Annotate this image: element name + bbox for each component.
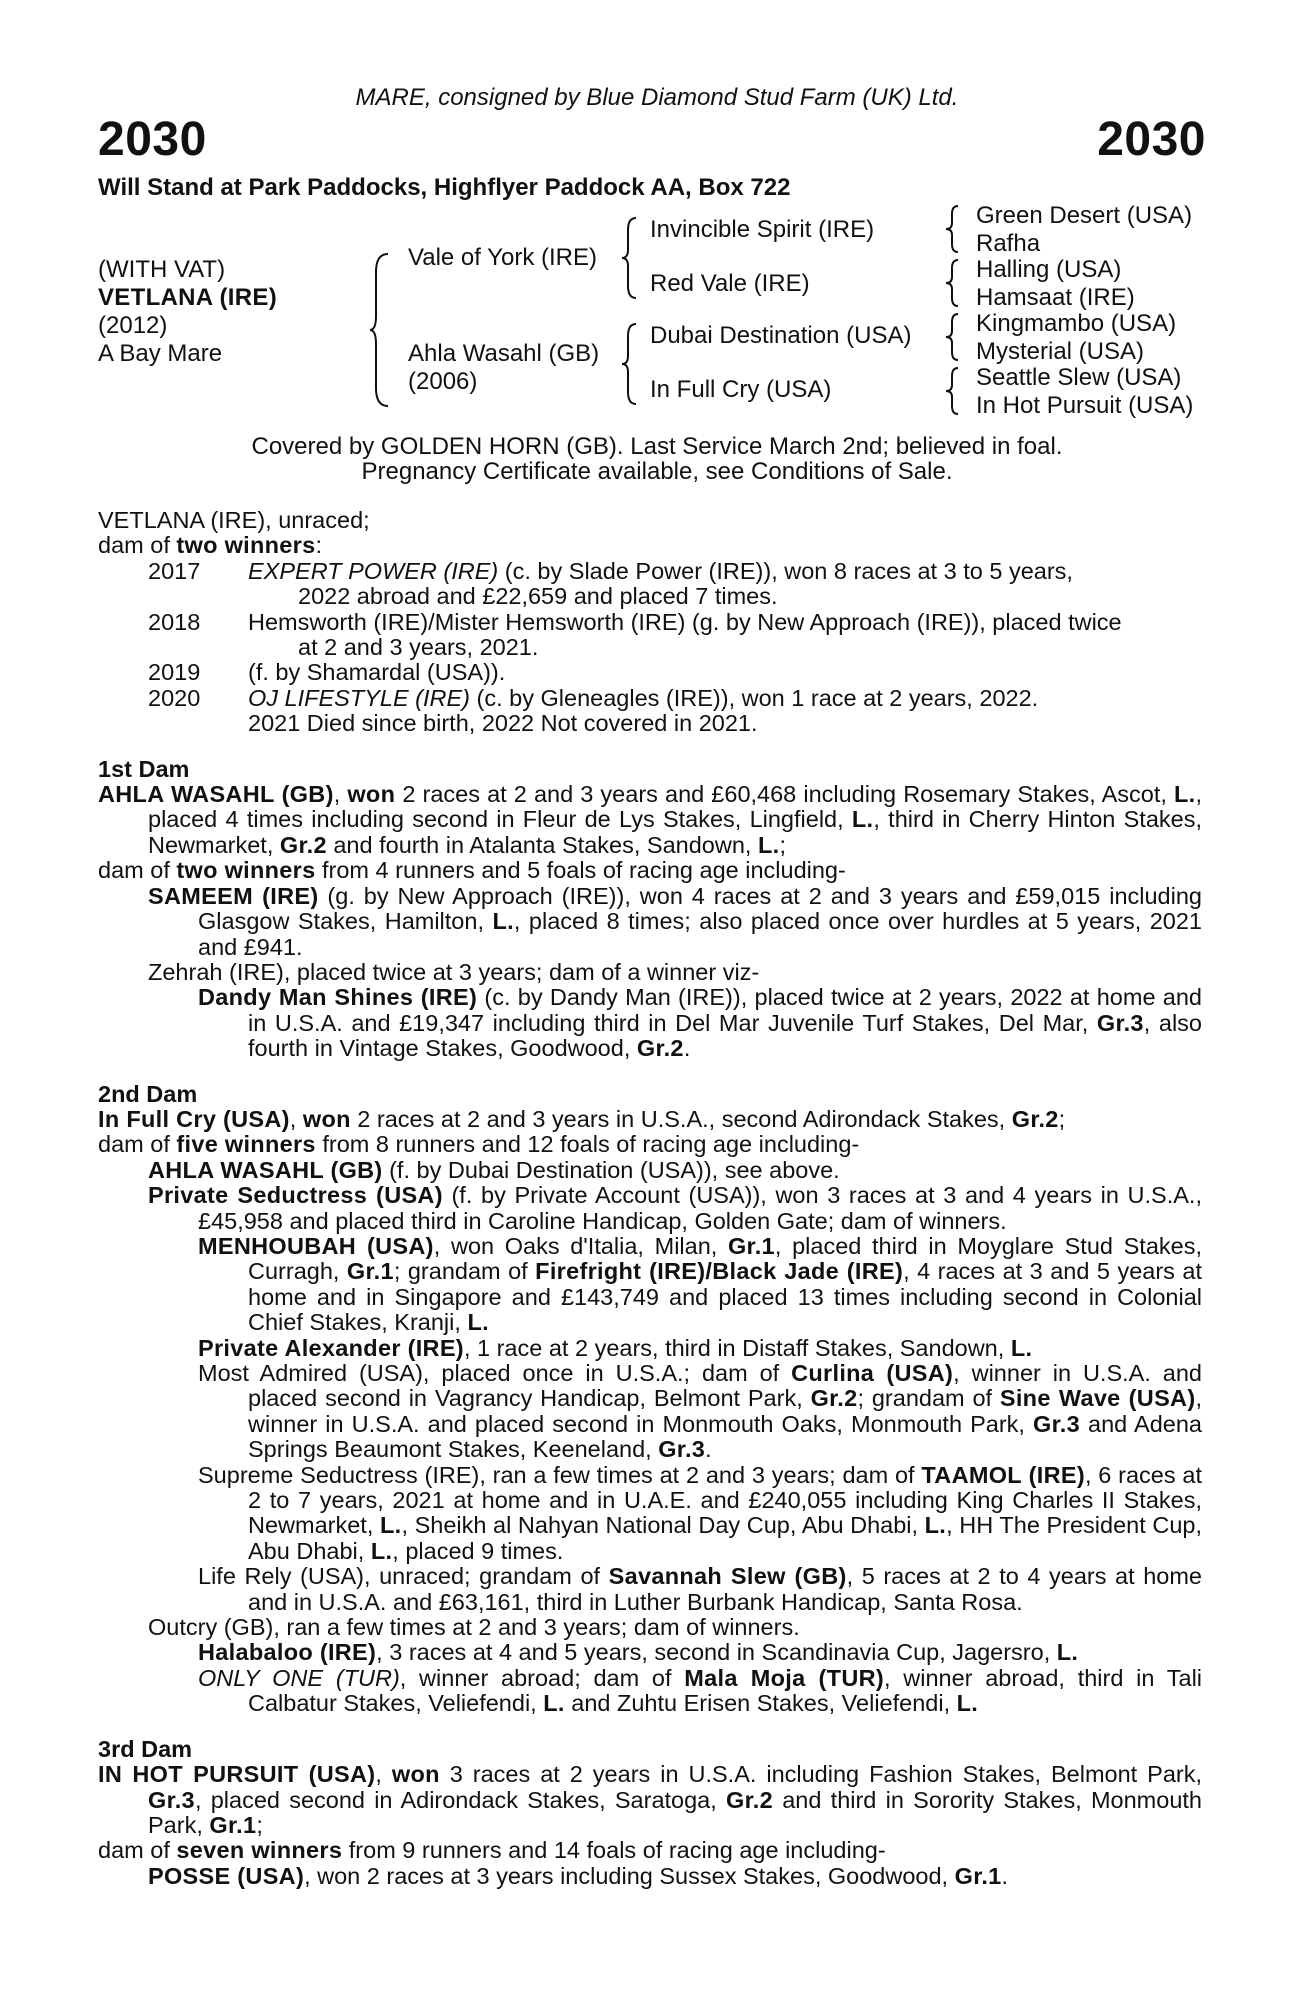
second-dam-grandfoal-most-admired: Most Admired (USA), placed once in U.S.A.; dam of Curlina (USA), winner in U.S.A. and placed second in Vagrancy Handicap, Belmont Park, Gr.2; grandam of Sine Wave (USA), winner in U.S.A. and placed second in Monmouth Oaks, Monmouth Park, Gr.3 and Adena Springs Beaumont Stakes, Keeneland, Gr.3. (198, 1360, 1202, 1463)
second-dam-heading: 2nd Dam (98, 1080, 198, 1107)
second-dam-foal-ahla: AHLA WASAHL (GB) (f. by Dubai Destination (USA)), see above. (148, 1156, 840, 1183)
first-dam-produce-summary: dam of two winners from 4 runners and 5 foals of racing age including- (98, 857, 846, 884)
second-dam-grandfoal-only-one: ONLY ONE (TUR), winner abroad; dam of Mala Moja (TUR), winner abroad, third in Tali Calbatur Stakes, Veliefendi, L. and Zuhtu Erisen Stakes, Veliefendi, L. (198, 1664, 1203, 1717)
first-dam-foal-zehrah: Zehrah (IRE), placed twice at 3 years; dam of a winner viz- (148, 958, 760, 985)
sire-sire: Invincible Spirit (IRE) (650, 216, 875, 243)
subject-vat: (WITH VAT) (98, 256, 226, 283)
third-dam-heading: 3rd Dam (98, 1735, 193, 1762)
third-dam-produce-summary: dam of seven winners from 9 runners and 14 foals of racing age including- (98, 1837, 886, 1864)
gen3-3: Halling (USA) (976, 256, 1122, 283)
covered-line-1: Covered by GOLDEN HORN (GB). Last Service March 2nd; believed in foal. (251, 433, 1063, 460)
gen3-2: Rafha (976, 230, 1041, 257)
produce-record: 2017 EXPERT POWER (IRE) (c. by Slade Power (IRE)), won 8 races at 3 to 5 years, 2022 abroad and £22,659 and placed 7 times. (148, 557, 1073, 610)
third-dam-record: IN HOT PURSUIT (USA), won 3 races at 2 years in U.S.A. including Fashion Stakes, Belmont Park, Gr.3, placed second in Adirondack Stakes, Saratoga, Gr.2 and third in Sorority Stakes, Monmouth Park, Gr.1; (98, 1761, 1202, 1838)
first-dam-record: AHLA WASAHL (GB), won 2 races at 2 and 3 years and £60,468 including Rosemary Stakes, Ascot, L., placed 4 times including second in Fleur de Lys Stakes, Lingfield, L., third in Cherry Hinton Stakes, Newmarket, Gr.2 and fourth in Atalanta Stakes, Sandown, L.; (98, 781, 1203, 858)
gen3-6: Mysterial (USA) (976, 338, 1145, 365)
produce-intro: VETLANA (IRE), unraced; (98, 507, 370, 533)
pedigree-brace-g3-2 (944, 258, 962, 308)
subject-description: A Bay Mare (98, 340, 223, 367)
dam-sire: Dubai Destination (USA) (650, 322, 912, 349)
subject-name: VETLANA (IRE) (98, 284, 278, 311)
first-dam-section (98, 757, 1202, 1062)
third-dam-section (98, 1737, 1202, 1889)
first-dam-heading: 1st Dam (98, 755, 190, 782)
second-dam-foal-private-seductress: Private Seductress (USA) (f. by Private Account (USA)), won 3 races at 3 and 4 years in U.S.A., £45,958 and placed third in Caroline Handicap, Golden Gate; dam of winners. (148, 1182, 1202, 1234)
second-dam-section (98, 1082, 1202, 1717)
gen3-8: In Hot Pursuit (USA) (976, 392, 1194, 419)
second-dam-foal-outcry: Outcry (GB), ran a few times at 2 and 3 years; dam of winners. (148, 1614, 800, 1641)
pedigree-brace-g3-1 (944, 204, 962, 254)
second-dam-grandfoal-menhoubah: MENHOUBAH (USA), won Oaks d'Italia, Milan, Gr.1, placed third in Moyglare Stud Stakes, Curragh, Gr.1; grandam of Firefright (IRE)/Black Jade (IRE), 4 races at 3 and 5 years at home and in Singapore and £143,749 and placed 13 times including second in Colonial Chief Stakes, Kranji, L. (198, 1232, 1202, 1336)
pedigree-brace-main (368, 252, 392, 408)
covered-line-2: Pregnancy Certificate available, see Conditions of Sale. (361, 458, 953, 485)
gen3-5: Kingmambo (USA) (976, 310, 1177, 337)
covered-note (0, 434, 1314, 484)
pedigree-brace-g3-3 (944, 312, 962, 362)
second-dam-grandfoal-halabaloo: Halabaloo (IRE), 3 races at 4 and 5 years, second in Scandinavia Cup, Jagersro, L. (198, 1639, 1079, 1666)
gen3-4: Hamsaat (IRE) (976, 284, 1135, 311)
lot-number-left: 2030 (98, 113, 207, 166)
first-dam-grandfoal-dandy: Dandy Man Shines (IRE) (c. by Dandy Man (IRE)), placed twice at 2 years, 2022 at home and in U.S.A. and £19,347 including third in Del Mar Juvenile Turf Stakes, Del Mar, Gr.3, also fourth in Vintage Stakes, Goodwood, Gr.2. (198, 984, 1203, 1062)
dam-name: Ahla Wasahl (GB) (408, 340, 600, 367)
catalogue-body (98, 508, 1202, 1889)
first-dam-foal-sameem: SAMEEM (IRE) (g. by New Approach (IRE)), won 4 races at 2 and 3 years and £59,015 including Glasgow Stakes, Hamilton, L., placed 8 times; also placed once over hurdles at 5 years, 2021 and £941. (148, 882, 1202, 960)
stand-location: Will Stand at Park Paddocks, Highflyer Paddock AA, Box 722 (98, 174, 791, 201)
third-dam-foal-posse: POSSE (USA), won 2 races at 3 years including Sussex Stakes, Goodwood, Gr.1. (148, 1862, 1009, 1889)
second-dam-record: In Full Cry (USA), won 2 races at 2 and 3 years in U.S.A., second Adirondack Stakes, Gr.2; (98, 1105, 1066, 1132)
pedigree-brace-g3-4 (944, 366, 962, 416)
second-dam-produce-summary: dam of five winners from 8 runners and 12 foals of racing age including- (98, 1131, 860, 1158)
pedigree-brace-sire (620, 216, 640, 300)
gen3-1: Green Desert (USA) (976, 202, 1193, 229)
dam-dam: In Full Cry (USA) (650, 376, 832, 403)
lot-number-right: 2030 (1097, 113, 1206, 166)
produce-section (98, 508, 1202, 737)
produce-record: 2019 (f. by Shamardal (USA)). (148, 659, 506, 686)
subject-year: (2012) (98, 312, 168, 339)
produce-footnote: 2021 Died since birth, 2022 Not covered in 2021. (248, 710, 758, 737)
consignment-line: MARE, consigned by Blue Diamond Stud Farm (UK) Ltd. (355, 84, 959, 111)
sire-name: Vale of York (IRE) (408, 244, 597, 271)
produce-record: 2018 Hemsworth (IRE)/Mister Hemsworth (IRE) (g. by New Approach (IRE)), placed twice at 2 and 3 years, 2021. (148, 608, 1122, 661)
produce-record: 2020 OJ LIFESTYLE (IRE) (c. by Gleneagles (IRE)), won 1 race at 2 years, 2022. 2021 Died since birth, 2022 Not covered in 2021. (98, 686, 1202, 737)
produce-dam-of: dam of two winners: (98, 532, 322, 559)
sire-dam: Red Vale (IRE) (650, 270, 810, 297)
dam-year: (2006) (408, 368, 478, 395)
pedigree-brace-dam (620, 322, 640, 406)
second-dam-grandfoal-life-rely: Life Rely (USA), unraced; grandam of Savannah Slew (GB), 5 races at 2 to 4 years at home and in U.S.A. and £63,161, third in Luther Burbank Handicap, Santa Rosa. (198, 1563, 1202, 1615)
gen3-7: Seattle Slew (USA) (976, 364, 1182, 391)
second-dam-grandfoal-supreme-seductress: Supreme Seductress (IRE), ran a few times at 2 and 3 years; dam of TAAMOL (IRE), 6 races at 2 to 7 years, 2021 at home and in U.A.E. and £240,055 including King Charles II Stakes, Newmarket, L., Sheikh al Nahyan National Day Cup, Abu Dhabi, L., HH The President Cup, Abu Dhabi, L., placed 9 times. (198, 1461, 1203, 1564)
second-dam-grandfoal-private-alexander: Private Alexander (IRE), 1 race at 2 years, third in Distaff Stakes, Sandown, L. (198, 1334, 1033, 1361)
